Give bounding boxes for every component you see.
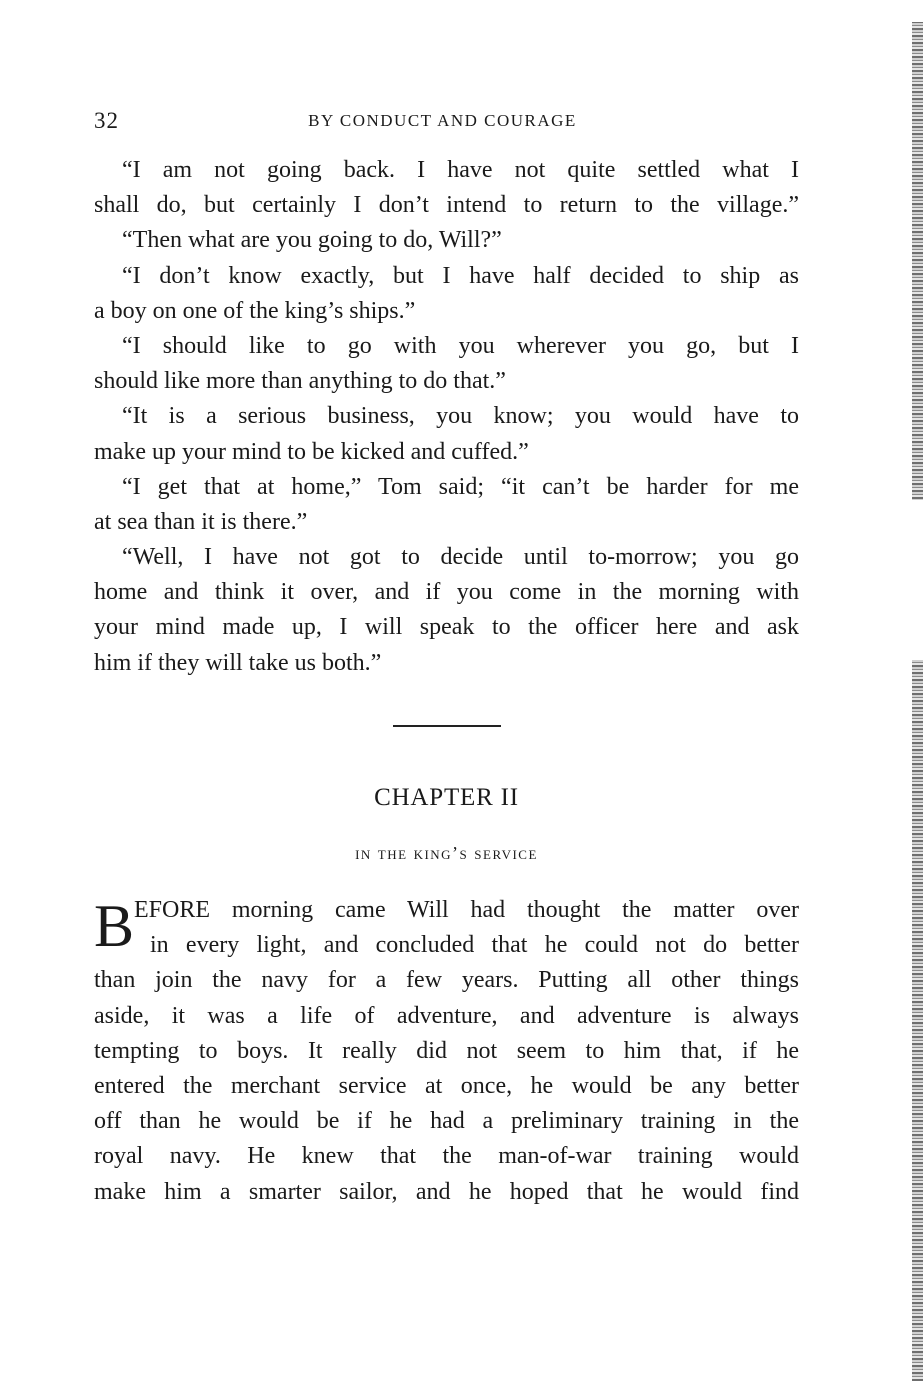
running-head — [94, 108, 799, 136]
chapter-subtitle: in the king’s service — [355, 843, 538, 863]
text-line: make up your mind to be kicked and cuffed.” — [94, 438, 529, 465]
text-line: at sea than it is there.” — [94, 508, 308, 535]
text-line: home and think it over, and if you come in the morning with — [94, 579, 799, 606]
text-line: “I should like to go with you wherever you go, but I — [122, 332, 799, 359]
text-line: aside, it was a life of adventure, and adventure is always — [94, 1002, 799, 1029]
text-line: “I am not going back. I have not quite settled what I — [122, 157, 799, 183]
text-line: off than he would be if he had a preliminary training in the — [94, 1108, 799, 1135]
text-line: make him a smarter sailor, and he hoped that he would find — [94, 1178, 799, 1205]
section-divider-rule — [393, 725, 501, 727]
text-line: in every light, and concluded that he could not do better — [150, 932, 799, 959]
text-line: than join the navy for a few years. Putting all other things — [94, 967, 799, 994]
text-line: “Then what are you going to do, Will?” — [122, 227, 502, 254]
text-line: him if they will take us both.” — [94, 649, 382, 676]
text-line: “It is a serious business, you know; you would have to — [122, 403, 799, 430]
text-line: royal navy. He knew that the man-of-war training would — [94, 1143, 799, 1170]
text-line: “I don’t know exactly, but I have half decided to ship as — [122, 262, 799, 289]
text-line: your mind made up, I will speak to the officer here and ask — [94, 614, 799, 641]
chapter-body-text — [94, 893, 799, 1210]
text-line: a boy on one of the king’s ships.” — [94, 297, 416, 324]
page-edge-gap — [912, 500, 923, 660]
text-line-first: EFORE morning came Will had thought the matter over — [134, 897, 799, 923]
text-line: “Well, I have not got to decide until to-morrow; you go — [122, 544, 799, 571]
page-number: 32 — [94, 108, 119, 133]
text-line: should like more than anything to do that.” — [94, 368, 506, 395]
text-line: entered the merchant service at once, he would be any better — [94, 1072, 799, 1099]
text-line: shall do, but certainly I don’t intend to return to the village.” — [94, 192, 799, 219]
chapter-title: CHAPTER II — [374, 784, 519, 811]
page-edge-scan-artifact — [912, 0, 923, 1381]
page-edge-gap — [912, 0, 923, 22]
text-line: “I get that at home,” Tom said; “it can’t be harder for me — [122, 473, 799, 500]
drop-cap: B — [94, 893, 135, 959]
running-title: BY CONDUCT AND COURAGE — [308, 111, 577, 130]
text-line: tempting to boys. It really did not seem to him that, if he — [94, 1037, 799, 1064]
dialogue-text — [94, 153, 799, 681]
